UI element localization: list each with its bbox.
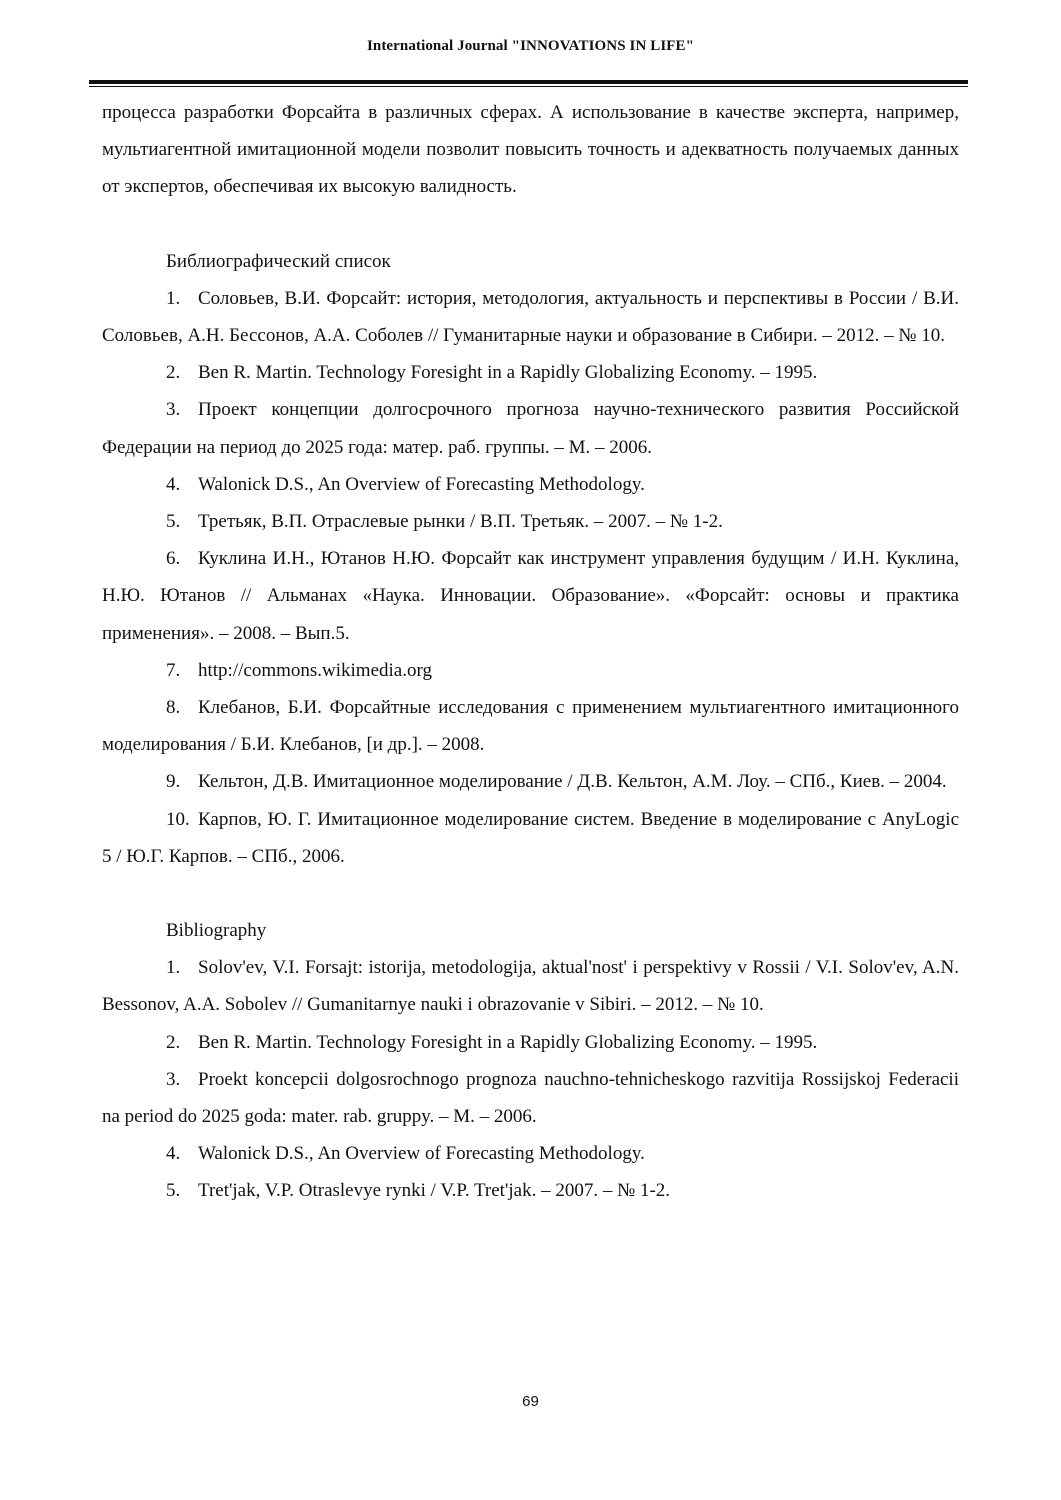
reference-text: Proekt koncepcii dolgosrochnogo prognoza nauchno-tehnicheskogo razvitija Rossijskoj Federacii na period do 2025 goda: mater. rab. gruppy. – M. – 2006.: [102, 1068, 959, 1128]
reference-number: 4.: [166, 473, 181, 495]
page-number: 69: [522, 1393, 539, 1410]
reference-item: [102, 391, 959, 465]
reference-number: 1.: [166, 957, 181, 979]
reference-text: Ben R. Martin. Technology Foresight in a Rapidly Globalizing Economy. – 1995.: [198, 1031, 818, 1053]
spacer: [102, 206, 959, 243]
reference-item: [102, 466, 959, 503]
reference-item: [102, 1172, 959, 1209]
reference-number: 1.: [166, 287, 181, 309]
bib-ru-list: [102, 280, 959, 875]
header-rule-thick: [89, 80, 968, 84]
reference-text: http://commons.wikimedia.org: [198, 659, 432, 681]
reference-item: [102, 1024, 959, 1061]
reference-number: 4.: [166, 1143, 181, 1165]
header-rule-thin: [89, 86, 968, 87]
reference-item: [102, 652, 959, 689]
reference-text: Куклина И.Н., Ютанов Н.Ю. Форсайт как инструмент управления будущим / И.Н. Куклина, Н.Ю. Ютанов // Альманах «Наука. Инновации. Образование». «Форсайт: основы и практика применения». – 2008. – Вып.5.: [102, 548, 959, 644]
reference-number: 2.: [166, 1031, 181, 1053]
reference-text: Walonick D.S., An Overview of Forecasting Methodology.: [198, 473, 645, 495]
reference-item: [102, 689, 959, 763]
reference-number: 9.: [166, 771, 181, 793]
reference-text: Третьяк, В.П. Отраслевые рынки / В.П. Третьяк. – 2007. – № 1-2.: [198, 511, 723, 533]
reference-number: 6.: [166, 548, 181, 570]
reference-text: Solov'ev, V.I. Forsajt: istorija, metodologija, aktual'nost' i perspektivy v Rossii / V.I. Solov'ev, A.N. Bessonov, A.A. Sobolev // Gumanitarnye nauki i obrazovanie v Sibiri. – 2012. – № 10.: [102, 957, 959, 1016]
bib-en-list: [102, 949, 959, 1209]
reference-item: [102, 1135, 959, 1172]
intro-paragraph: процесса разработки Форсайта в различных сферах. А использование в качестве эксперта, например, мультиагентной имитационной модели позволит повысить точность и адекватность получаемых данных от экспертов, обеспечивая их высокую валидность.: [102, 102, 959, 198]
reference-text: Проект концепции долгосрочного прогноза научно-технического развития Российской Федерации на период до 2025 года: матер. раб. группы. – М. – 2006.: [102, 399, 959, 458]
reference-item: [102, 1061, 959, 1135]
reference-number: 3.: [166, 399, 181, 421]
reference-item: [102, 280, 959, 354]
reference-number: 10.: [166, 808, 190, 830]
reference-text: Walonick D.S., An Overview of Forecasting Methodology.: [198, 1143, 645, 1165]
reference-item: [102, 763, 959, 800]
journal-header: International Journal "INNOVATIONS IN LIFE": [366, 38, 695, 54]
reference-text: Кельтон, Д.В. Имитационное моделирование / Д.В. Кельтон, А.М. Лоу. – СПб., Киев. – 2004.: [198, 771, 947, 793]
reference-number: 2.: [166, 362, 181, 384]
reference-text: Tret'jak, V.P. Otraslevye rynki / V.P. Tret'jak. – 2007. – № 1-2.: [198, 1180, 671, 1202]
reference-item: [102, 801, 959, 875]
reference-text: Ben R. Martin. Technology Foresight in a Rapidly Globalizing Economy. – 1995.: [198, 362, 818, 384]
reference-number: 5.: [166, 1180, 181, 1202]
reference-text: Клебанов, Б.И. Форсайтные исследования с применением мультиагентного имитационного моделирования / Б.И. Клебанов, [и др.]. – 2008.: [102, 697, 959, 756]
reference-text: Карпов, Ю. Г. Имитационное моделирование систем. Введение в моделирование с AnyLogic 5 / Ю.Г. Карпов. – СПб., 2006.: [102, 808, 959, 867]
reference-number: 8.: [166, 697, 181, 719]
spacer: [102, 875, 959, 912]
reference-number: 5.: [166, 511, 181, 533]
reference-number: 3.: [166, 1068, 181, 1090]
bib-ru-heading: Библиографический список: [166, 250, 391, 272]
reference-item: [102, 540, 959, 652]
reference-item: [102, 503, 959, 540]
reference-item: [102, 949, 959, 1023]
reference-number: 7.: [166, 659, 181, 681]
reference-item: [102, 354, 959, 391]
page-content: [102, 94, 959, 1210]
reference-text: Соловьев, В.И. Форсайт: история, методология, актуальность и перспективы в России / В.И. Соловьев, А.Н. Бессонов, А.А. Соболев // Гуманитарные науки и образование в Сибири. – 2012. – № 10.: [102, 287, 959, 347]
bib-en-heading: Bibliography: [166, 920, 267, 942]
